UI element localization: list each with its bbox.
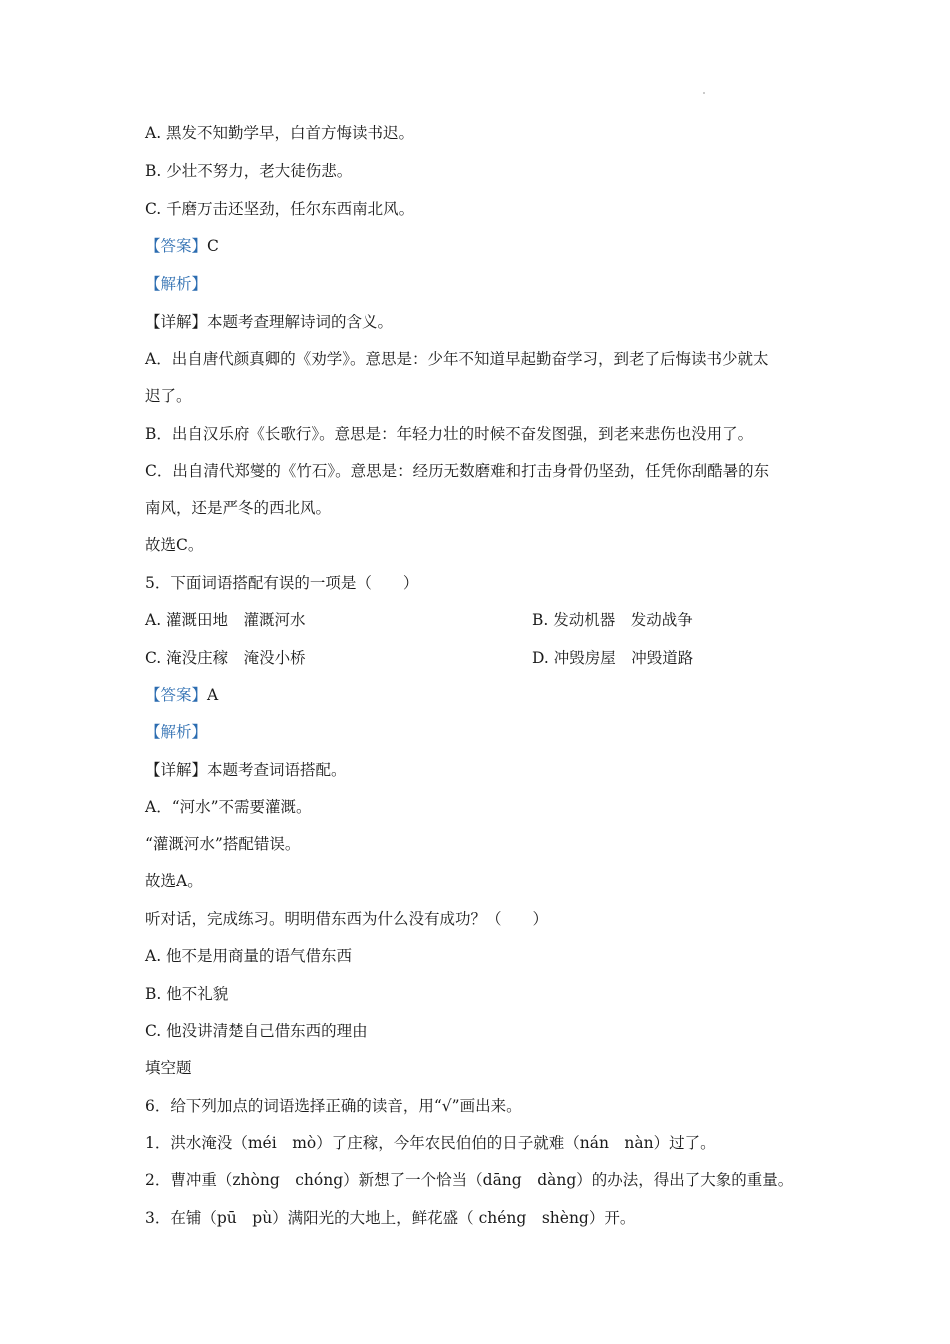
listen-question: 听对话，完成练习。明明借东西为什么没有成功？（ ） bbox=[145, 910, 549, 928]
answer-label: 【答案】 bbox=[145, 237, 208, 255]
listen-option-b: B. 他不礼貌 bbox=[145, 985, 229, 1003]
listen-option-a: A. 他不是用商量的语气借东西 bbox=[145, 947, 353, 965]
q5-explanation: “灌溉河水”搭配错误。 bbox=[145, 835, 301, 853]
q4-explanation: B．出自汉乐府《长歌行》。意思是：年轻力壮的时候不奋发图强，到老来悲伤也没用了。 bbox=[145, 425, 754, 443]
q4-conclusion: 故选C。 bbox=[145, 536, 204, 554]
detail-text: 本题考查理解诗词的含义。 bbox=[207, 313, 394, 331]
q4-explanation: C．出自清代郑燮的《竹石》。意思是：经历无数磨难和打击身骨仍坚劲，任凭你刮酷暑的东 bbox=[145, 462, 770, 480]
detail-label: 【详解】 bbox=[145, 761, 208, 779]
answer-value: A bbox=[207, 686, 219, 704]
q5-detail bbox=[145, 760, 347, 780]
detail-label: 【详解】 bbox=[145, 313, 208, 331]
q5-conclusion: 故选A。 bbox=[145, 872, 203, 890]
q5-question: 5．下面词语搭配有误的一项是（ ） bbox=[145, 574, 419, 592]
q4-option-a: A. 黑发不知勤学早，白首方悔读书迟。 bbox=[145, 124, 415, 142]
q5-option-d: D. 冲毁房屋 冲毁道路 bbox=[532, 649, 694, 667]
q4-explanation: A．出自唐代颜真卿的《劝学》。意思是：少年不知道早起勤奋学习，到老了后悔读书少就太 bbox=[145, 350, 769, 368]
q4-analysis-label: 【解析】 bbox=[145, 275, 208, 293]
q4-detail bbox=[145, 312, 393, 332]
q6-item: 3．在铺（pū pù）满阳光的大地上，鲜花盛（ chéng shèng）开。 bbox=[145, 1209, 636, 1227]
section-title: 填空题 bbox=[145, 1059, 192, 1077]
q4-explanation: 迟了。 bbox=[145, 387, 192, 405]
q6-item: 1．洪水淹没（méi mò）了庄稼，今年农民伯伯的日子就难（nán nàn）过了。 bbox=[145, 1134, 716, 1152]
answer-label: 【答案】 bbox=[145, 686, 208, 704]
q6-item: 2．曹冲重（zhòng chóng）新想了一个恰当（dāng dàng）的办法，得出了大象的重量。 bbox=[145, 1171, 794, 1189]
q4-answer bbox=[145, 236, 219, 256]
q5-answer bbox=[145, 685, 218, 705]
q5-option-b: B. 发动机器 发动战争 bbox=[532, 611, 693, 629]
q5-explanation: A．“河水”不需要灌溉。 bbox=[145, 798, 312, 816]
q5-analysis-label: 【解析】 bbox=[145, 723, 208, 741]
listen-option-c: C. 他没讲清楚自己借东西的理由 bbox=[145, 1022, 368, 1040]
answer-value: C bbox=[207, 237, 219, 255]
detail-text: 本题考查词语搭配。 bbox=[207, 761, 347, 779]
q5-option-c: C. 淹没庄稼 淹没小桥 bbox=[145, 649, 306, 667]
q4-option-b: B. 少壮不努力，老大徒伤悲。 bbox=[145, 162, 353, 180]
q4-option-c: C. 千磨万击还坚劲，任尔东西南北风。 bbox=[145, 200, 415, 218]
q6-question: 6．给下列加点的词语选择正确的读音，用“√”画出来。 bbox=[145, 1097, 522, 1115]
q5-option-a: A. 灌溉田地 灌溉河水 bbox=[145, 611, 306, 629]
scan-speck bbox=[703, 92, 705, 94]
q4-explanation: 南风，还是严冬的西北风。 bbox=[145, 499, 332, 517]
